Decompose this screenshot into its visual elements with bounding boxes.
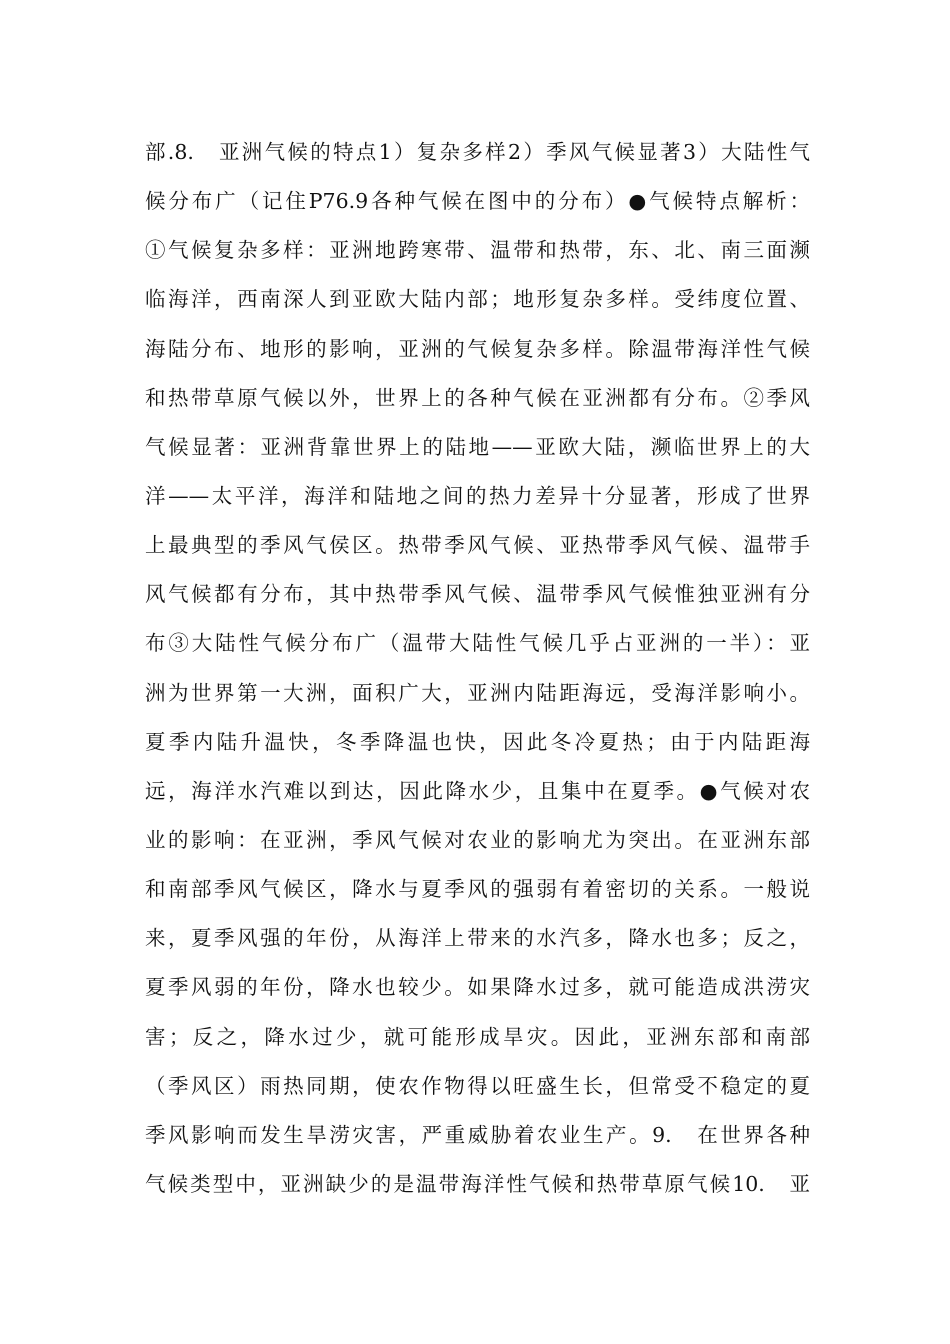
text-line: 夏季风弱的年份，降水也较少。如果降水过多，就可能造成洪涝灾	[145, 975, 810, 1000]
text-line: 气候显著：亚洲背靠世界上的陆地——亚欧大陆，濒临世界上的大	[145, 434, 810, 459]
text-line: 洲为世界第一大洲，面积广大，亚洲内陆距海远，受海洋影响小。	[145, 680, 810, 705]
text-line: 上最典型的季风气侯区。热带季风气候、亚热带季风气候、温带手	[145, 533, 810, 558]
text-line: 布③大陆性气候分布广（温带大陆性气候几乎占亚洲的一半）：亚	[145, 631, 810, 656]
text-line: 洋——太平洋，海洋和陆地之间的热力差异十分显著，形成了世界	[145, 483, 810, 508]
text-line: 季风影响而发生旱涝灾害，严重威胁着农业生产。9. 在世界各种	[145, 1122, 810, 1147]
text-line: 风气候都有分布，其中热带季风气候、温带季风气候惟独亚洲有分	[145, 582, 810, 607]
text-line: ①气候复杂多样：亚洲地跨寒带、温带和热带，东、北、南三面濒	[145, 238, 810, 263]
text-line: 和南部季风气候区，降水与夏季风的强弱有着密切的关系。一般说	[145, 877, 810, 902]
text-line: 气候类型中，亚洲缺少的是温带海洋性气候和热带草原气候10. 亚	[145, 1171, 810, 1196]
text-line: 海陆分布、地形的影响，亚洲的气候复杂多样。除温带海洋性气候	[145, 336, 810, 361]
text-line: 远，海洋水汽难以到达，因此降水少，且集中在夏季。●气候对农	[145, 778, 810, 803]
text-line: 临海洋，西南深人到亚欧大陆内部；地形复杂多样。受纬度位置、	[145, 287, 810, 312]
text-line: 夏季内陆升温快，冬季降温也快，因此冬冷夏热；由于内陆距海	[145, 729, 810, 754]
text-line: 候分布广（记住P76.9各种气候在图中的分布）●气候特点解析：	[145, 189, 810, 214]
text-line: 和热带草原气候以外，世界上的各种气候在亚洲都有分布。②季风	[145, 385, 810, 410]
text-line: 来，夏季风强的年份，从海洋上带来的水汽多，降水也多；反之，	[145, 926, 810, 951]
text-line: （季风区）雨热同期，使农作物得以旺盛生长，但常受不稳定的夏	[145, 1073, 810, 1098]
text-line: 部.8. 亚洲气候的特点1）复杂多样2）季风气候显著3）大陆性气	[145, 140, 810, 164]
text-line: 害；反之，降水过少，就可能形成旱灾。因此，亚洲东部和南部	[145, 1024, 810, 1049]
text-line: 业的影响：在亚洲，季风气候对农业的影响尤为突出。在亚洲东部	[145, 827, 810, 852]
body-text	[145, 128, 810, 1209]
